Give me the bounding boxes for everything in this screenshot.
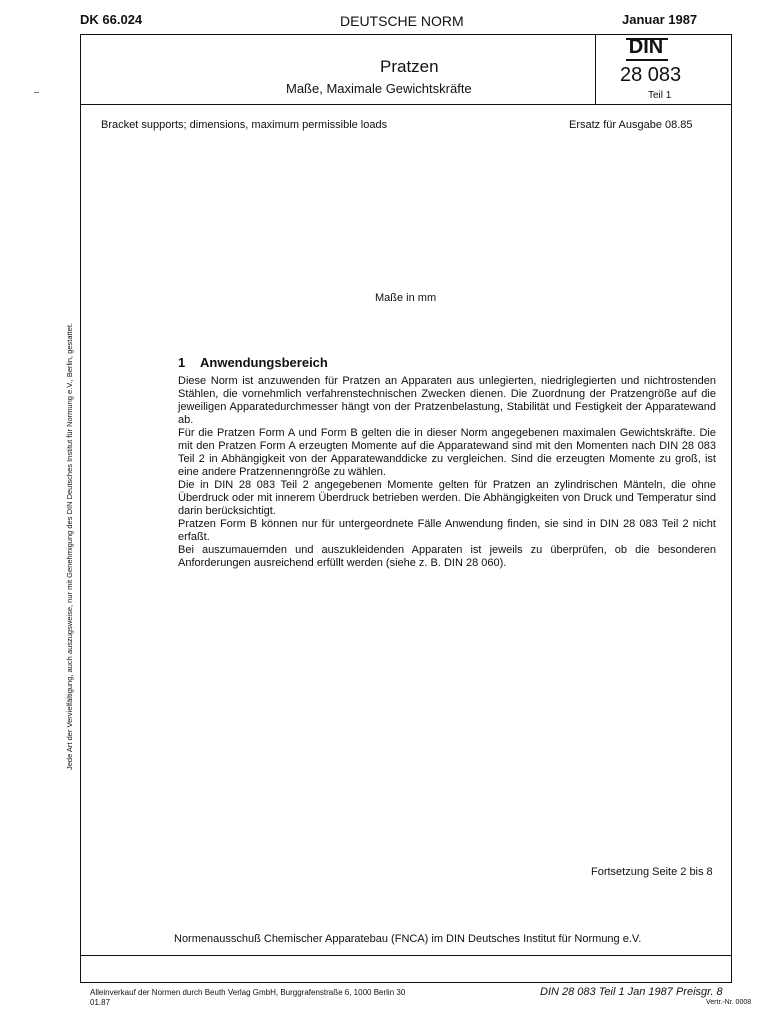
title-block-divider [595, 34, 596, 104]
units-note: Maße in mm [375, 292, 437, 304]
replacement-note: Ersatz für Ausgabe 08.85 [569, 119, 693, 131]
copyright-side-note: Jede Art der Vervielfältigung, auch auszugsweise, nur mit Genehmigung des DIN Deutsches Institut für Normung e.V., Berlin, gestattet. [65, 322, 74, 770]
print-code: 01.87 [90, 998, 111, 1007]
din-part: Teil 1 [648, 90, 672, 101]
din-number: 28 083 [620, 64, 682, 86]
din-logo-text: DIN [628, 36, 664, 58]
paragraph: Pratzen Form B können nur für untergeordnete Fälle Anwendung finden, sie sind in DIN 28 083 Teil 2 nicht erfaßt. [178, 518, 716, 543]
section-heading [178, 355, 328, 370]
dk-number: DK 66.024 [80, 12, 143, 27]
paragraph: Bei auszumauernden und auszukleidenden Apparaten ist jeweils zu überprüfen, ob die besonderen Anforderungen ausreichend erfüllt werden (siehe z. B. DIN 28 060). [178, 544, 716, 569]
section-title: Anwendungsbereich [200, 355, 328, 370]
paragraph: Diese Norm ist anzuwenden für Pratzen an Apparaten aus unlegierten, niedriglegierten und nichtrostenden Stählen, die vornehmlich verfahrenstechnischen Zwecken dienen. Die Zuordnung der Pratzengröße auf die jeweiligen Apparatedurchmesser hängt von der Pratzenbelastung, Stabilität und Festigkeit der Apparatewand ab. [178, 375, 716, 426]
english-title: Bracket supports; dimensions, maximum permissible loads [101, 119, 388, 131]
document-title: Pratzen [380, 57, 439, 76]
norm-type: DEUTSCHE NORM [340, 13, 464, 29]
sales-note: Alleinverkauf der Normen durch Beuth Verlag GmbH, Burggrafenstraße 6, 1000 Berlin 30 [90, 988, 406, 997]
distribution-number: Vertr.-Nr. 0008 [706, 999, 752, 1006]
footer-reference: DIN 28 083 Teil 1 Jan 1987 Preisgr. 8 [540, 986, 723, 998]
paragraph: Die in DIN 28 083 Teil 2 angegebenen Momente gelten für Pratzen an zylindrischen Mänteln, die ohne Überdruck oder mit innerem Überdruck betrieben werden. Die Abhängigkeiten von Druck und Temperatur sind darin berücksichtigt. [178, 479, 716, 517]
din-logo-bottom-bar [626, 59, 668, 61]
paragraph: Für die Pratzen Form A und Form B gelten die in dieser Norm angegebenen maximalen Gewichtskräfte. Die mit den Pratzen Form A erzeugten Momente auf die Apparatewand sind mit den Momenten nach DIN 28 083 Teil 2 in Abhängigkeit von der Apparatewanddicke zu vergleichen. Sind die erzeugten Momente zu groß, ist eine andere Pratzennenngröße zu wählen. [178, 427, 716, 478]
continuation-note: Fortsetzung Seite 2 bis 8 [591, 866, 713, 878]
committee-note: Normenausschuß Chemischer Apparatebau (FNCA) im DIN Deutsches Institut für Normung e.V. [174, 933, 642, 945]
margin-mark [34, 92, 39, 93]
issue-date: Januar 1987 [622, 12, 698, 27]
title-block-bottom-rule [80, 104, 732, 105]
footer-rule [80, 955, 732, 956]
section-body [178, 375, 716, 570]
section-number: 1 [178, 355, 186, 370]
document-subtitle: Maße, Maximale Gewichtskräfte [286, 81, 472, 96]
